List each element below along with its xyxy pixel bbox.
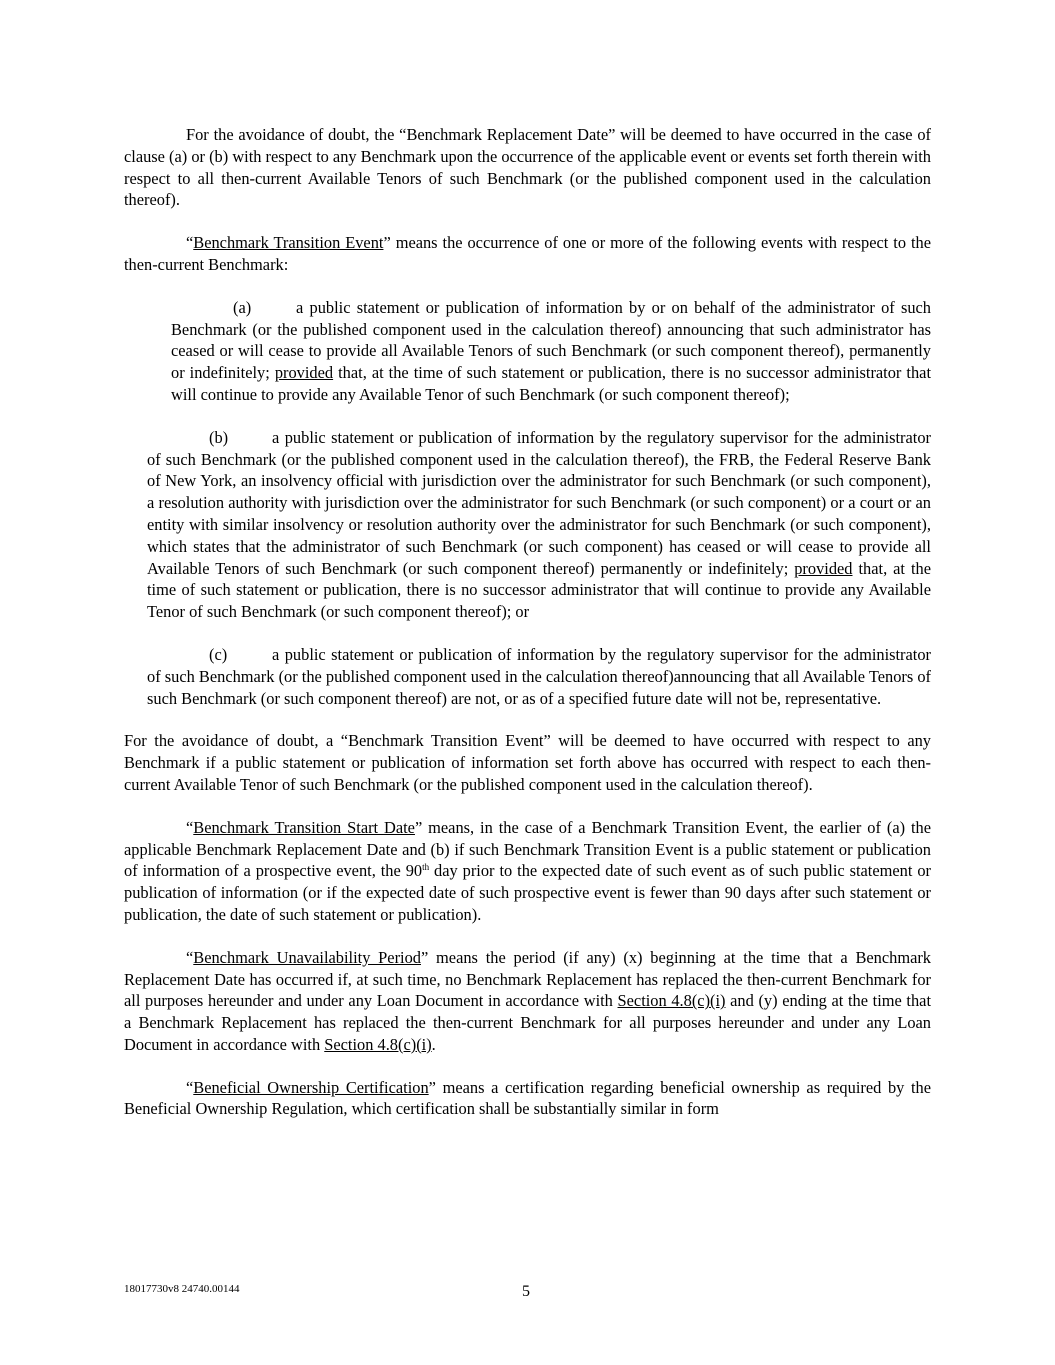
clause-text-part: a public statement or publication of information by the regulatory supervisor for the administrator of such Benchmark (or the published component used in the calculation thereof)announcing that all Available Tenors of such Benchmark (or such component thereof) are not, or as of a specified future date will not be, representative.	[147, 644, 931, 708]
defined-term: Beneficial Ownership Certification	[193, 1077, 429, 1097]
page-number: 5	[522, 1283, 530, 1300]
definition-text: ” means a certification regarding beneficial ownership as required by the Beneficial Ownership Regulation, which certification shall be substantially similar in form	[124, 1077, 931, 1119]
section-reference: Section 4.8(c)(i)	[324, 1034, 432, 1054]
definition-text: ” means the period (if any) (x) beginning at the time that a Benchmark Replacement Date has occurred if, at such time, no Benchmark Replacement has replaced the then-current Benchmark for all purposes hereunder and under any Loan Document in accordance with	[124, 947, 931, 1011]
document-id: 18017730v8 24740.00144	[124, 1283, 240, 1295]
clause-b-text	[147, 427, 931, 623]
open-quote: “	[186, 1077, 194, 1097]
definition-benchmark-unavailability-period	[124, 947, 931, 1056]
definition-text: ” means, in the case of a Benchmark Transition Event, the earlier of (a) the applicable Benchmark Replacement Date and (b) if such Benchmark Transition Event is a public statement or publication of information of a prospective event, the 90	[124, 817, 931, 881]
paragraph-transition-event-note: For the avoidance of doubt, a “Benchmark Transition Event” will be deemed to have occurred with respect to any Benchmark if a public statement or publication of information set forth above has occurred with respect to each then-current Available Tenor of such Benchmark (or the published component used in the calculation thereof).	[124, 731, 931, 794]
definition-text: and (y) ending at the time that a Benchmark Replacement has replaced the then-current Benchmark for all purposes hereunder and under any Loan Document in accordance with	[124, 991, 932, 1054]
clause-a	[124, 297, 931, 406]
clause-label: (c)	[209, 644, 228, 664]
definition-text: day prior to the expected date of such event as of such public statement or publication of information (or if the expected date of such prospective event is fewer than 90 days after such statement or publication, the date of such statement or publication).	[124, 861, 931, 924]
clause-c-text	[147, 644, 931, 709]
ordinal-superscript: th	[422, 862, 430, 873]
clause-label: (b)	[209, 427, 229, 447]
defined-term: Benchmark Transition Event	[193, 233, 384, 253]
clause-b	[124, 427, 931, 623]
clause-text-part: that, at the time of such statement or publication, there is no successor administrator that will continue to provide any Available Tenor of such Benchmark (or such component thereof);	[171, 363, 931, 404]
defined-term: Benchmark Transition Start Date	[193, 817, 415, 837]
clause-text-part: a public statement or publication of information by or on behalf of the administrator of such Benchmark (or the published component used in the calculation thereof) announcing that such administrator has ceased or will cease to provide all Available Tenors of such Benchmark (or such component thereof), permanently or indefinitely;	[171, 297, 931, 383]
defined-term: Benchmark Unavailability Period	[193, 947, 421, 967]
definition-benchmark-transition-start-date	[124, 817, 931, 926]
clause-a-text	[171, 297, 931, 406]
definition-benchmark-transition-event	[124, 232, 931, 276]
definition-beneficial-ownership-certification	[124, 1077, 931, 1121]
open-quote: “	[186, 233, 194, 253]
clause-label: (a)	[233, 297, 252, 317]
clause-text-part: a public statement or publication of information by the regulatory supervisor for the administrator of such Benchmark (or the published component used in the calculation thereof), the FRB, the Federal Reserve Bank of New York, an insolvency official with jurisdiction over the administrator for such Benchmark (or such component), a resolution authority with jurisdiction over the administrator for such Benchmark (or such component) or a court or an entity with similar insolvency or resolution authority over the administrator for such Benchmark (or such component), which states that the administrator of such Benchmark (or such component) has ceased or will cease to provide all Available Tenors of such Benchmark (or such component thereof) permanently or indefinitely;	[147, 427, 931, 578]
section-reference: Section 4.8(c)(i)	[617, 991, 726, 1011]
provided-term: provided	[794, 558, 853, 578]
definition-text: .	[431, 1034, 436, 1054]
definition-text: ” means the occurrence of one or more of the following events with respect to the then-current Benchmark:	[124, 233, 931, 274]
paragraph-benchmark-replacement-date-note: For the avoidance of doubt, the “Benchmark Replacement Date” will be deemed to have occurred in the case of clause (a) or (b) with respect to any Benchmark upon the occurrence of the applicable event or events set forth therein with respect to all then-current Available Tenors of such Benchmark (or the published component used in the calculation thereof).	[124, 125, 931, 210]
clause-text-part: that, at the time of such statement or publication, there is no successor administrator that will continue to provide any Available Tenor of such Benchmark (or such component thereof); or	[147, 558, 931, 622]
open-quote: “	[186, 817, 194, 837]
open-quote: “	[186, 947, 194, 967]
clause-c	[124, 644, 931, 709]
document-body	[124, 124, 931, 1120]
provided-term: provided	[274, 363, 334, 383]
